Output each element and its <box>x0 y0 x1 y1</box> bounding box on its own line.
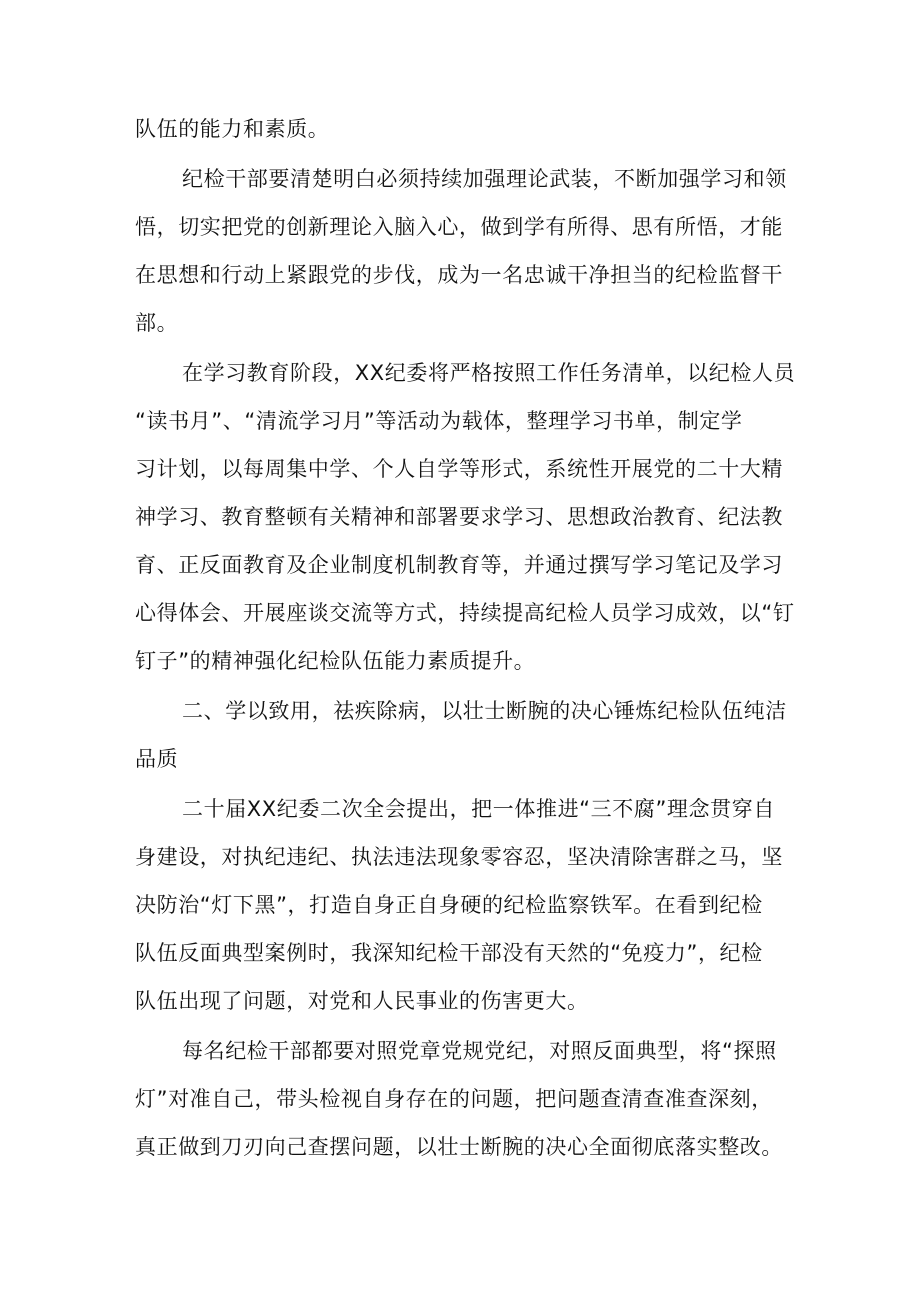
text-line: 习计划，以每周集中学、个人自学等形式，系统性开展党的二十大精 <box>135 457 783 481</box>
text-line: 悟，切实把党的创新理论入脑入心，做到学有所得、思有所悟，才能 <box>135 215 783 239</box>
text-line: 二十届XX纪委二次全会提出，把一体推进“三不腐”理念贯穿自 <box>182 797 775 821</box>
text-line: 心得体会、开展座谈交流等方式，持续提高纪检人员学习成效，以“钉 <box>135 601 795 625</box>
text-line: 纪检干部要清楚明白必须持续加强理论武装，不断加强学习和领 <box>182 167 787 191</box>
text-line: 队伍的能力和素质。 <box>135 117 330 141</box>
text-line: 队伍反面典型案例时，我深知纪检干部没有天然的“免疫力”，纪检 <box>135 941 763 965</box>
text-line: 育、正反面教育及企业制度机制教育等，并通过撰写学习笔记及学习 <box>135 553 783 577</box>
text-line: 神学习、教育整顿有关精神和部署要求学习、思想政治教育、纪法教 <box>135 505 783 529</box>
text-line: 队伍出现了问题，对党和人民事业的伤害更大。 <box>135 989 589 1013</box>
text-line: 在思想和行动上紧跟党的步伐，成为一名忠诚干净担当的纪检监督干 <box>135 263 783 287</box>
text-line: 在学习教育阶段，XX纪委将严格按照工作任务清单，以纪检人员 <box>182 361 796 385</box>
text-line: 决防治“灯下黑”，打造自身正自身硬的纪检监察铁军。在看到纪检 <box>135 893 763 917</box>
text-line: 真正做到刀刃向己查摆问题，以壮士断腕的决心全面彻底落实整改。 <box>135 1135 783 1159</box>
text-line: “读书月”、“清流学习月”等活动为载体，整理学习书单，制定学 <box>135 409 743 433</box>
section-heading: 二、学以致用，祛疾除病，以壮士断腕的决心锤炼纪检队伍纯洁 <box>182 699 787 723</box>
text-line: 身建设，对执纪违纪、执法违法现象零容忍，坚决清除害群之马，坚 <box>135 845 783 869</box>
text-line: 部。 <box>135 311 179 335</box>
text-line: 每名纪检干部都要对照党章党规党纪，对照反面典型，将“探照 <box>182 1039 777 1063</box>
text-line: 灯”对准自己，带头检视自身存在的问题，把问题查清查准查深刻， <box>135 1087 773 1111</box>
text-line: 钉子”的精神强化纪检队伍能力素质提升。 <box>135 649 536 673</box>
section-heading-continued: 品质 <box>135 747 179 771</box>
